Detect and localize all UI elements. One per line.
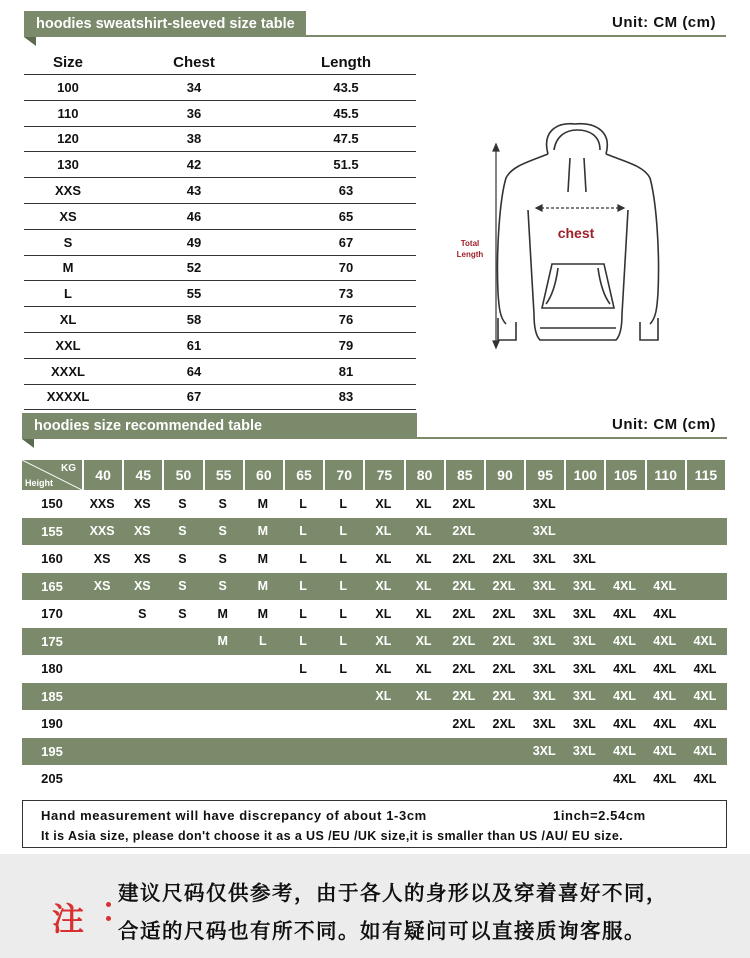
weight-header: 50 — [164, 460, 202, 490]
size-recommendation-cell: 2XL — [492, 716, 516, 731]
size-recommendation-cell: 4XL — [693, 716, 717, 731]
size-recommendation-cell: 2XL — [452, 551, 476, 566]
size-recommendation-cell: 4XL — [613, 744, 636, 759]
length-cell: 65 — [338, 208, 354, 224]
size-row — [24, 152, 416, 178]
chest-cell: 42 — [186, 157, 202, 173]
recommend-row — [22, 738, 727, 766]
weight-header: 45 — [124, 460, 162, 490]
height-cell: 175 — [41, 633, 63, 649]
size-recommendation-cell: L — [299, 579, 307, 594]
size-recommendation-cell: 3XL — [572, 744, 596, 759]
size-recommendation-cell: 3XL — [532, 744, 556, 759]
size-recommendation-cell: 4XL — [653, 579, 677, 594]
chest-cell: 34 — [186, 79, 202, 95]
size-recommendation-cell: L — [299, 496, 307, 511]
chest-cell: 67 — [186, 389, 202, 405]
size-recommendation-cell: XL — [375, 661, 392, 676]
size-recommendation-cell: 4XL — [613, 716, 636, 731]
weight-header: 110 — [647, 460, 685, 490]
size-recommendation-cell: M — [257, 579, 269, 594]
size-recommendation-cell: XL — [415, 524, 432, 539]
size-recommendation-cell: XS — [133, 579, 151, 594]
recommend-table-header — [22, 460, 727, 490]
size-recommendation-cell: 3XL — [572, 606, 596, 621]
size-recommendation-cell: 3XL — [572, 634, 596, 649]
size-table-header — [24, 50, 416, 75]
size-recommendation-cell: 4XL — [653, 744, 677, 759]
length-label-2: Length — [456, 250, 484, 259]
recommend-table — [22, 460, 727, 793]
size-recommendation-cell: L — [299, 634, 307, 649]
size-recommendation-cell: S — [178, 579, 187, 594]
size-recommendation-cell: 2XL — [492, 551, 516, 566]
size-row — [24, 127, 416, 153]
chest-cell: 46 — [186, 208, 202, 224]
size-recommendation-cell: 3XL — [532, 551, 556, 566]
size-table-body — [24, 75, 416, 410]
size-recommendation-cell: 3XL — [532, 496, 556, 511]
length-cell: 45.5 — [333, 105, 359, 121]
size-recommendation-cell: M — [257, 606, 269, 621]
size-recommendation-cell: S — [178, 551, 187, 566]
note-line-1: Hand measurement will have discrepancy of about 1-3cm — [41, 808, 427, 823]
size-recommendation-cell: XS — [133, 496, 151, 511]
height-cell: 195 — [41, 743, 63, 759]
size-recommendation-cell: 2XL — [452, 634, 476, 649]
height-cell: 190 — [41, 716, 63, 732]
note-box — [22, 800, 727, 848]
size-cell: XS — [59, 208, 77, 224]
size-recommendation-cell: S — [218, 551, 227, 566]
size-recommendation-cell: XXS — [89, 524, 115, 539]
height-cell: 165 — [41, 578, 63, 594]
length-cell: 79 — [338, 337, 354, 353]
header-chest: Chest — [173, 54, 215, 71]
size-recommendation-cell: 3XL — [572, 551, 596, 566]
size-recommendation-cell: 2XL — [492, 579, 516, 594]
length-label-1: Total — [460, 239, 480, 248]
corner-cell — [22, 460, 82, 490]
size-recommendation-cell: S — [138, 606, 147, 621]
recommend-row — [22, 655, 727, 683]
size-recommendation-cell: 2XL — [452, 661, 476, 676]
size-recommendation-cell: XL — [375, 524, 392, 539]
weight-header: 115 — [687, 460, 725, 490]
height-cell: 160 — [41, 551, 63, 567]
weight-header: 100 — [566, 460, 604, 490]
size-recommendation-cell: L — [339, 579, 348, 594]
size-recommendation-cell: 4XL — [653, 716, 677, 731]
footer-line-1: 建议尺码仅供参考，由于各人的身形以及穿着喜好不同， — [118, 881, 668, 905]
recommend-row — [22, 710, 727, 738]
height-cell: 205 — [41, 771, 63, 787]
weight-header: 90 — [486, 460, 524, 490]
size-row — [24, 385, 416, 411]
chest-cell: 58 — [186, 312, 202, 328]
dot-icon — [106, 902, 111, 907]
size-cell: M — [62, 260, 74, 276]
size-cell: XXS — [54, 183, 81, 199]
size-recommendation-cell: M — [217, 606, 228, 621]
size-recommendation-cell: 3XL — [532, 524, 556, 539]
size-recommendation-cell: 2XL — [452, 496, 476, 511]
size-recommendation-cell: 3XL — [532, 634, 556, 649]
chest-cell: 55 — [186, 286, 202, 302]
weight-header: 85 — [446, 460, 484, 490]
unit-label-top: Unit: CM (cm) — [612, 14, 716, 31]
size-recommendation-cell: 4XL — [693, 689, 717, 704]
size-table — [24, 50, 416, 410]
recommend-row — [22, 683, 727, 711]
size-recommendation-cell: 4XL — [653, 606, 677, 621]
size-recommendation-cell: XS — [93, 551, 111, 566]
weight-header: 55 — [205, 460, 243, 490]
recommend-row — [22, 600, 727, 628]
size-recommendation-cell: XL — [375, 551, 392, 566]
size-recommendation-cell: 4XL — [653, 689, 677, 704]
size-row — [24, 281, 416, 307]
size-recommendation-cell: 2XL — [452, 606, 476, 621]
size-recommendation-cell: 2XL — [492, 661, 516, 676]
size-cell: XXXL — [51, 363, 85, 379]
corner-height: Height — [25, 478, 53, 488]
size-recommendation-cell: 4XL — [613, 771, 636, 786]
height-cell: 155 — [41, 523, 63, 539]
chest-cell: 64 — [186, 363, 202, 379]
size-recommendation-cell: 2XL — [492, 689, 516, 704]
weight-header: 40 — [84, 460, 122, 490]
size-recommendation-cell: 3XL — [572, 689, 596, 704]
size-recommendation-cell: XS — [133, 524, 151, 539]
chest-cell: 52 — [186, 260, 202, 276]
size-recommendation-cell: 2XL — [452, 716, 476, 731]
length-cell: 83 — [338, 389, 354, 405]
size-row — [24, 359, 416, 385]
size-table-title: hoodies sweatshirt-sleeved size table — [24, 11, 306, 37]
size-recommendation-cell: S — [218, 579, 227, 594]
size-recommendation-cell: 3XL — [572, 579, 596, 594]
size-recommendation-cell: XL — [415, 496, 432, 511]
size-row — [24, 256, 416, 282]
size-cell: S — [63, 234, 73, 250]
size-recommendation-cell: L — [259, 634, 267, 649]
weight-header: 60 — [245, 460, 283, 490]
size-recommendation-cell: L — [339, 524, 348, 539]
size-recommendation-cell: XL — [415, 689, 432, 704]
recommend-row — [22, 628, 727, 656]
size-recommendation-cell: 4XL — [613, 689, 636, 704]
size-row — [24, 307, 416, 333]
height-cell: 185 — [41, 688, 63, 704]
weight-header: 75 — [365, 460, 403, 490]
size-recommendation-cell: XL — [375, 634, 392, 649]
chest-cell: 36 — [186, 105, 202, 121]
unit-label-rec: Unit: CM (cm) — [612, 416, 716, 433]
size-recommendation-cell: XL — [415, 579, 432, 594]
note-mark: 注 — [52, 900, 85, 938]
size-recommendation-cell: L — [339, 496, 348, 511]
chest-cell: 61 — [186, 337, 202, 353]
header-size: Size — [52, 54, 83, 71]
size-recommendation-cell: 3XL — [532, 606, 556, 621]
weight-header: 65 — [285, 460, 323, 490]
size-recommendation-cell: M — [217, 634, 228, 649]
size-recommendation-cell: 3XL — [532, 579, 556, 594]
header-length: Length — [321, 54, 371, 71]
size-recommendation-cell: 3XL — [572, 716, 596, 731]
size-cell: XL — [59, 312, 77, 328]
corner-kg: KG — [61, 463, 76, 474]
size-recommendation-cell: S — [218, 496, 227, 511]
size-recommendation-cell: XS — [133, 551, 151, 566]
size-recommendation-cell: 4XL — [613, 661, 636, 676]
size-cell: 120 — [57, 131, 79, 147]
height-cell: 170 — [41, 606, 63, 622]
size-recommendation-cell: XS — [93, 579, 111, 594]
size-recommendation-cell: XL — [415, 661, 432, 676]
recommend-row — [22, 518, 727, 546]
size-recommendation-cell: 2XL — [492, 634, 516, 649]
size-cell: XXL — [55, 337, 81, 353]
size-recommendation-cell: S — [218, 524, 227, 539]
size-recommendation-cell: L — [299, 661, 307, 676]
size-recommendation-cell: 4XL — [693, 744, 717, 759]
height-cell: 150 — [41, 496, 63, 512]
recommend-row — [22, 490, 727, 518]
size-recommendation-cell: XL — [375, 579, 392, 594]
size-recommendation-cell: XL — [375, 606, 392, 621]
dot-icon — [106, 916, 111, 921]
size-cell: 100 — [57, 79, 79, 95]
size-recommendation-cell: 4XL — [653, 634, 677, 649]
weight-header: 80 — [406, 460, 444, 490]
size-recommendation-cell: XL — [415, 634, 432, 649]
size-recommendation-cell: M — [257, 524, 269, 539]
size-recommendation-cell: 2XL — [452, 579, 476, 594]
footer-line-2: 合适的尺码也有所不同。如有疑问可以直接质询客服。 — [118, 919, 646, 943]
height-cell: 180 — [41, 661, 63, 677]
size-recommendation-cell: XL — [375, 496, 392, 511]
size-recommendation-cell: L — [299, 606, 307, 621]
recommend-row — [22, 765, 727, 793]
chest-arrow-icon — [536, 205, 624, 211]
size-recommendation-cell: 4XL — [613, 634, 636, 649]
size-recommendation-cell: 2XL — [452, 524, 476, 539]
length-cell: 81 — [338, 363, 354, 379]
size-row — [24, 101, 416, 127]
size-row — [24, 75, 416, 101]
size-recommendation-cell: 2XL — [492, 606, 516, 621]
note-line-1b: 1inch=2.54cm — [553, 808, 646, 823]
size-recommendation-cell: 4XL — [693, 661, 717, 676]
size-recommendation-cell: 2XL — [452, 689, 476, 704]
size-recommendation-cell: 4XL — [653, 771, 677, 786]
size-recommendation-cell: S — [178, 606, 187, 621]
size-row — [24, 230, 416, 256]
size-recommendation-cell: S — [178, 496, 187, 511]
size-row — [24, 178, 416, 204]
size-recommendation-cell: L — [299, 524, 307, 539]
note-line-2: It is Asia size, please don't choose it as a US /EU /UK size,it is smaller than US /AU/ EU size. — [41, 829, 624, 843]
length-cell: 70 — [338, 260, 354, 276]
size-recommendation-cell: 3XL — [532, 716, 556, 731]
size-recommendation-cell: 4XL — [693, 771, 717, 786]
size-recommendation-cell: XL — [375, 689, 392, 704]
size-recommendation-cell: XL — [415, 551, 432, 566]
size-recommendation-cell: 4XL — [613, 579, 636, 594]
size-row — [24, 204, 416, 230]
hoodie-diagram — [440, 118, 705, 358]
chest-cell: 43 — [186, 183, 202, 199]
length-cell: 47.5 — [333, 131, 359, 147]
weight-header: 95 — [526, 460, 564, 490]
size-recommendation-cell: M — [257, 496, 269, 511]
size-cell: L — [64, 286, 72, 302]
recommend-row — [22, 573, 727, 601]
chest-cell: 38 — [186, 131, 202, 147]
length-cell: 67 — [338, 234, 354, 250]
size-recommendation-cell: L — [299, 551, 307, 566]
footer-note — [0, 854, 750, 958]
size-recommendation-cell: M — [257, 551, 269, 566]
length-cell: 51.5 — [333, 157, 359, 173]
size-recommendation-cell: L — [339, 661, 348, 676]
chest-label: chest — [557, 225, 595, 241]
weight-header: 105 — [606, 460, 644, 490]
size-recommendation-cell: 3XL — [572, 661, 596, 676]
size-recommendation-cell: L — [339, 551, 348, 566]
size-recommendation-cell: XXS — [89, 496, 115, 511]
size-recommendation-cell: 3XL — [532, 689, 556, 704]
size-recommendation-cell: 4XL — [613, 606, 636, 621]
length-cell: 73 — [338, 286, 354, 302]
length-cell: 63 — [338, 183, 354, 199]
title-divider — [306, 35, 726, 37]
length-cell: 43.5 — [333, 79, 359, 95]
size-cell: 110 — [57, 105, 79, 121]
size-cell: XXXXL — [46, 389, 90, 405]
size-recommendation-cell: 3XL — [532, 661, 556, 676]
length-cell: 76 — [338, 312, 354, 328]
size-recommendation-cell: 4XL — [653, 661, 677, 676]
recommend-table-body — [22, 490, 727, 793]
recommend-table-title: hoodies size recommended table — [22, 413, 417, 439]
size-recommendation-cell: S — [178, 524, 187, 539]
size-cell: 130 — [57, 157, 79, 173]
weight-header: 70 — [325, 460, 363, 490]
size-recommendation-cell: L — [339, 606, 348, 621]
size-recommendation-cell: 4XL — [693, 634, 717, 649]
recommend-row — [22, 545, 727, 573]
size-recommendation-cell: L — [339, 634, 348, 649]
size-recommendation-cell: XL — [415, 606, 432, 621]
size-row — [24, 333, 416, 359]
recommend-divider — [417, 437, 727, 439]
chest-cell: 49 — [186, 234, 202, 250]
